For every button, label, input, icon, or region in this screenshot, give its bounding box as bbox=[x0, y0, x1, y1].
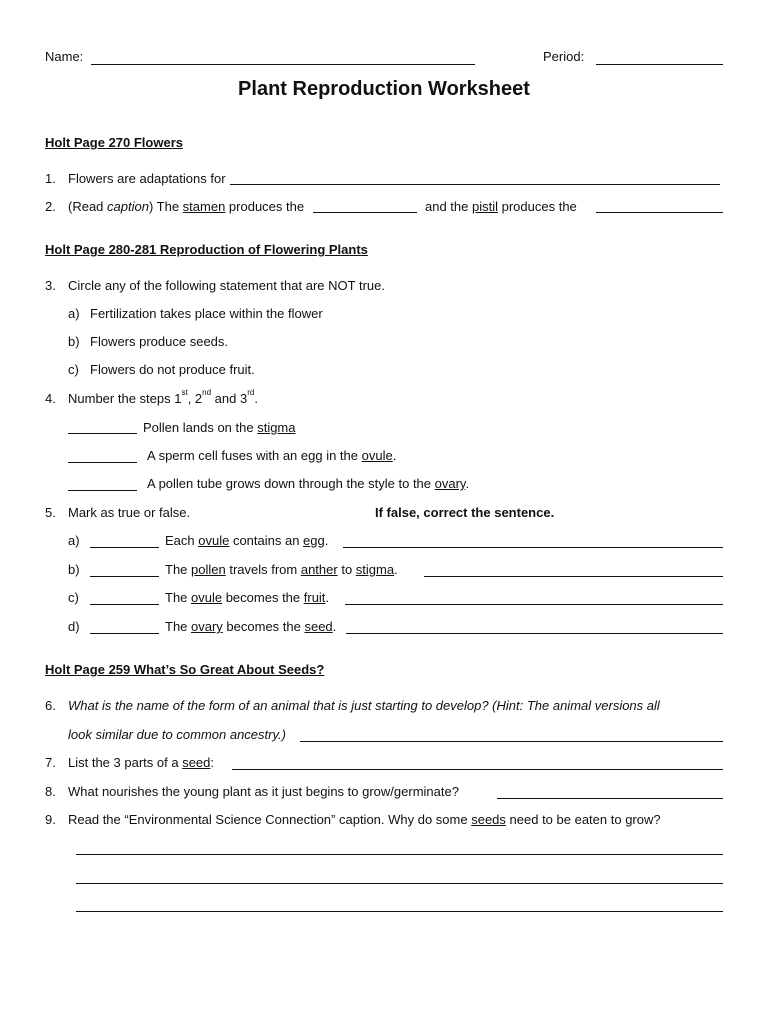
q2-stamen-answer-field[interactable] bbox=[313, 212, 417, 213]
q9-answer-line[interactable] bbox=[76, 854, 723, 855]
q3-text: Circle any of the following statement that are NOT true. bbox=[68, 278, 385, 293]
q5b-correction-field[interactable] bbox=[424, 576, 723, 577]
period-label: Period: bbox=[543, 49, 585, 64]
q5a-tf-field[interactable] bbox=[90, 547, 159, 548]
question-number: 5. bbox=[45, 505, 56, 520]
q5c-tf-field[interactable] bbox=[90, 604, 159, 605]
q8-text: What nourishes the young plant as it just begins to grow/germinate? bbox=[68, 784, 459, 799]
section-heading-reproduction: Holt Page 280-281 Reproduction of Flowering Plants bbox=[45, 242, 368, 257]
period-field[interactable] bbox=[596, 64, 723, 65]
option-letter: b) bbox=[68, 334, 80, 349]
q5c-correction-field[interactable] bbox=[345, 604, 723, 605]
q5b-statement: The pollen travels from anther to stigma. bbox=[165, 562, 398, 577]
option-letter: c) bbox=[68, 590, 79, 605]
q2-pistil-answer-field[interactable] bbox=[596, 212, 723, 213]
q7-answer-field[interactable] bbox=[232, 769, 723, 770]
q9-text: Read the “Environmental Science Connection” caption. Why do some seeds need to be eaten to grow? bbox=[68, 812, 661, 827]
question-number: 4. bbox=[45, 391, 56, 406]
section-heading-flowers: Holt Page 270 Flowers bbox=[45, 135, 183, 150]
q3-option-b[interactable]: Flowers produce seeds. bbox=[90, 334, 229, 349]
q1-text: Flowers are adaptations for bbox=[68, 171, 226, 186]
q1-answer-field[interactable] bbox=[230, 184, 720, 185]
q5-note: If false, correct the sentence. bbox=[375, 505, 555, 520]
q5b-tf-field[interactable] bbox=[90, 576, 159, 577]
q2-text-2: and the pistil produces the bbox=[425, 199, 577, 214]
q2-text: (Read caption) The stamen produces the bbox=[68, 199, 305, 214]
q4-step2-text: A sperm cell fuses with an egg in the ovule. bbox=[147, 448, 397, 463]
q3-option-c[interactable]: Flowers do not produce fruit. bbox=[90, 362, 255, 377]
section-heading-seeds: Holt Page 259 What’s So Great About Seeds? bbox=[45, 662, 325, 677]
q4-step1-text: Pollen lands on the stigma bbox=[143, 420, 296, 435]
q5a-correction-field[interactable] bbox=[343, 547, 723, 548]
option-letter: a) bbox=[68, 306, 80, 321]
q7-text: List the 3 parts of a seed: bbox=[68, 755, 215, 770]
q6-text-line2: look similar due to common ancestry.) bbox=[68, 727, 286, 742]
page-title: Plant Reproduction Worksheet bbox=[238, 78, 530, 100]
q5c-statement: The ovule becomes the fruit. bbox=[165, 590, 330, 605]
q4-step3-number-field[interactable] bbox=[68, 490, 137, 491]
q4-text: Number the steps 1st, 2nd and 3rd. bbox=[68, 388, 258, 406]
question-number: 8. bbox=[45, 784, 56, 799]
option-letter: a) bbox=[68, 533, 80, 548]
q3-option-a[interactable]: Fertilization takes place within the flower bbox=[90, 306, 323, 321]
question-number: 9. bbox=[45, 812, 56, 827]
q5a-statement: Each ovule contains an egg. bbox=[165, 533, 329, 548]
q9-answer-line[interactable] bbox=[76, 911, 723, 912]
q4-step3-text: A pollen tube grows down through the style to the ovary. bbox=[147, 476, 470, 491]
q4-step1-number-field[interactable] bbox=[68, 433, 137, 434]
name-field[interactable] bbox=[91, 64, 475, 65]
q5d-statement: The ovary becomes the seed. bbox=[165, 619, 337, 634]
q6-text-line1: What is the name of the form of an animal that is just starting to develop? (Hint: The animal versions all bbox=[68, 698, 660, 713]
q5d-correction-field[interactable] bbox=[346, 633, 723, 634]
question-number: 2. bbox=[45, 199, 56, 214]
q6-answer-field[interactable] bbox=[300, 741, 723, 742]
question-number: 3. bbox=[45, 278, 56, 293]
q8-answer-field[interactable] bbox=[497, 798, 723, 799]
q5-text: Mark as true or false. bbox=[68, 505, 191, 520]
q9-answer-line[interactable] bbox=[76, 883, 723, 884]
question-number: 7. bbox=[45, 755, 56, 770]
q4-step2-number-field[interactable] bbox=[68, 462, 137, 463]
option-letter: c) bbox=[68, 362, 79, 377]
q5d-tf-field[interactable] bbox=[90, 633, 159, 634]
question-number: 6. bbox=[45, 698, 56, 713]
option-letter: d) bbox=[68, 619, 80, 634]
question-number: 1. bbox=[45, 171, 56, 186]
name-label: Name: bbox=[45, 49, 84, 64]
option-letter: b) bbox=[68, 562, 80, 577]
